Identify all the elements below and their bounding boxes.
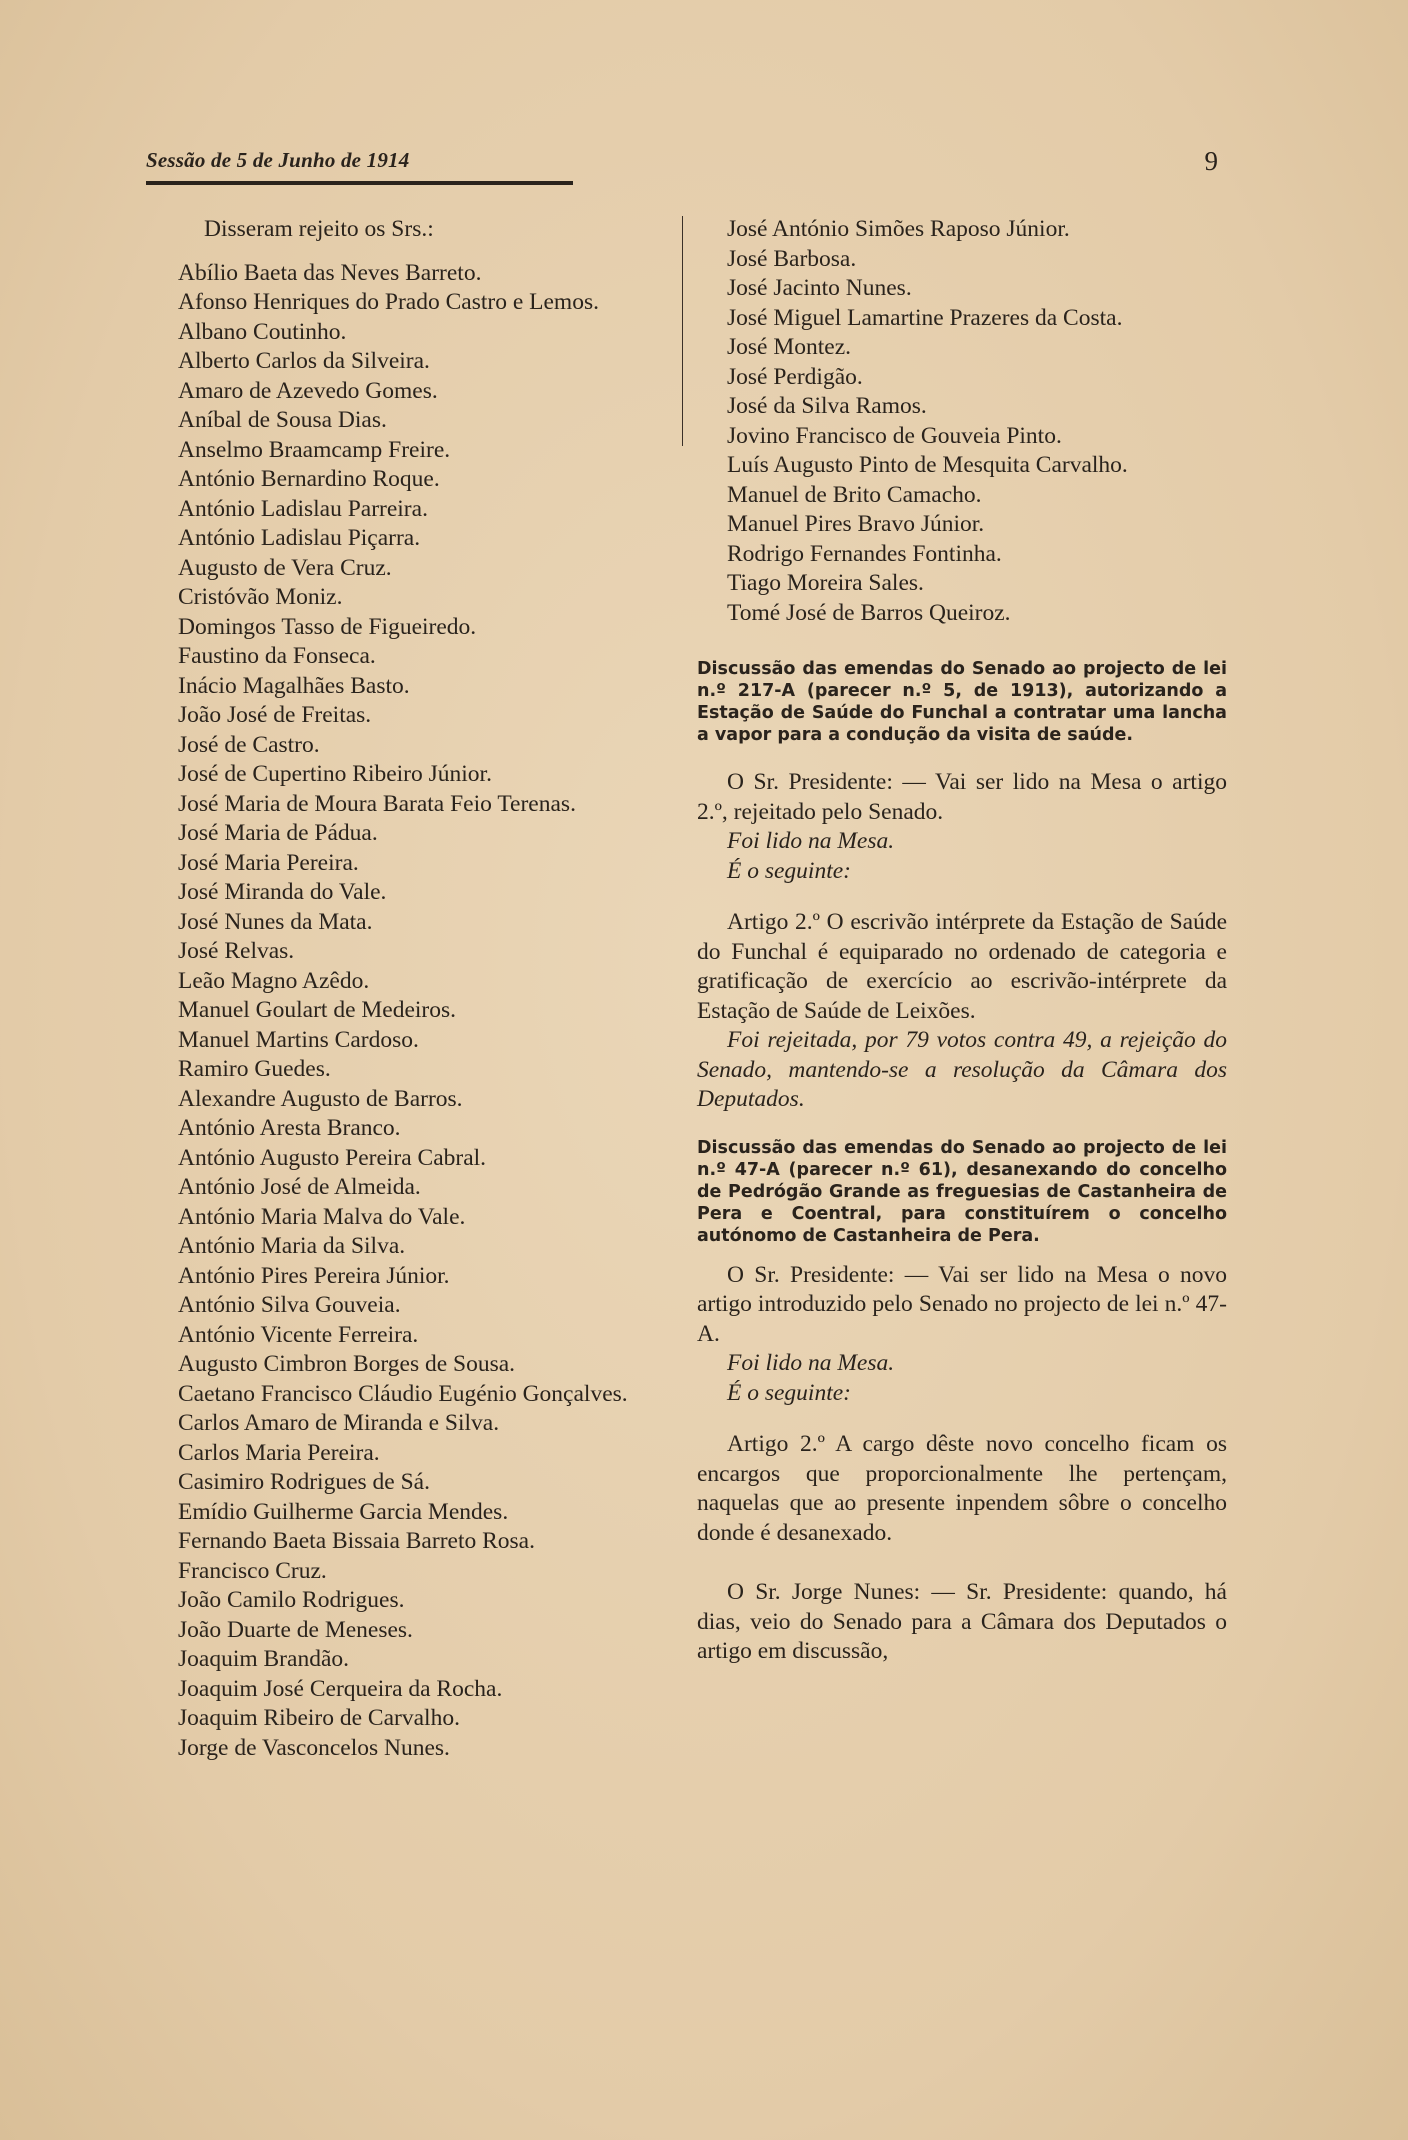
voter-name: Anselmo Braamcamp Freire.	[178, 436, 451, 463]
voter-name: José Miguel Lamartine Prazeres da Costa.	[727, 304, 1123, 331]
article-text-1: Artigo 2.º O escrivão intérprete da Estação de Saúde do Funchal é equiparado no ordenado de categoria e gratificação de exercício ao escrivão-intérprete da Estação de Saúde de Leixões.	[697, 909, 1227, 1024]
voter-name: José Maria de Pádua.	[178, 820, 378, 846]
voter-name: Albano Coutinho.	[178, 318, 347, 345]
voter-name: Inácio Magalhães Basto.	[178, 672, 410, 699]
voter-name: Jovino Francisco de Gouveia Pinto.	[727, 422, 1062, 449]
voter-name: Francisco Cruz.	[178, 1557, 327, 1584]
section-heading-1	[697, 658, 1227, 746]
voter-name: António Bernardino Roque.	[178, 466, 440, 492]
article-text-2: Artigo 2.º A cargo dêste novo concelho ficam os encargos que proporcionalmente lhe pertençam, naquelas que ao presente inpendem sôbre o concelho donde é desanexado.	[697, 1431, 1227, 1546]
voter-name: Joaquim Brandão.	[178, 1646, 349, 1672]
voter-name: António Pires Pereira Júnior.	[178, 1262, 450, 1289]
voter-name: António Maria Malva do Vale.	[178, 1203, 466, 1230]
voter-name: João Duarte de Meneses.	[178, 1616, 413, 1643]
column-divider	[682, 216, 683, 446]
section-heading-2-text: Discussão das emendas do Senado ao projecto de lei n.º 47-A (parecer n.º 61), desanexando do concelho de Pedrógão Grande as freguesias de Castanheira de Pera e Coentral, para constituírem o concelho autónomo de Castanheira de Pera.	[697, 1137, 1227, 1246]
following-note-1: É o seguinte:	[727, 857, 851, 884]
right-column	[697, 215, 1227, 1667]
voter-name: José da Silva Ramos.	[727, 393, 927, 419]
header-rule	[146, 181, 573, 185]
voter-name: Jorge de Vasconcelos Nunes.	[178, 1734, 450, 1761]
voter-name: José Maria Pereira.	[178, 849, 359, 876]
vote-result-1: Foi rejeitada, por 79 votos contra 49, a rejeição do Senado, mantendo-se a resolução da Câmara dos Deputados.	[697, 1027, 1227, 1112]
rejected-voters-list	[148, 259, 670, 1764]
voter-name: Ramiro Guedes.	[178, 1056, 331, 1082]
voter-name: António José de Almeida.	[178, 1174, 421, 1200]
session-title: Sessão de 5 de Junho de 1914	[146, 148, 410, 172]
voter-name: Luís Augusto Pinto de Mesquita Carvalho.	[727, 452, 1128, 478]
section-heading-1-text: Discussão das emendas do Senado ao projecto de lei n.º 217-A (parecer n.º 5, de 1913), autorizando a Estação de Saúde do Funchal a contratar uma lancha a vapor para a condução da visita de saúde.	[697, 659, 1227, 745]
voter-name: Alberto Carlos da Silveira.	[178, 348, 430, 374]
rejected-voters-list-continued	[697, 215, 1227, 628]
following-note-2: É o seguinte:	[727, 1379, 851, 1406]
page-header	[146, 148, 1228, 188]
voter-name: Manuel Martins Cardoso.	[178, 1026, 419, 1053]
voter-name: Carlos Maria Pereira.	[178, 1439, 380, 1466]
voter-name: Tiago Moreira Sales.	[727, 570, 924, 596]
voter-name: José Jacinto Nunes.	[727, 275, 912, 301]
voter-name: José Nunes da Mata.	[178, 908, 373, 935]
voter-name: Augusto de Vera Cruz.	[178, 554, 392, 581]
voter-name: João Camilo Rodrigues.	[178, 1587, 405, 1613]
voter-name: José de Cupertino Ribeiro Júnior.	[178, 761, 492, 787]
voter-name: João José de Freitas.	[178, 702, 372, 728]
vote-intro: Disseram rejeito os Srs.:	[204, 216, 434, 242]
voter-name: José Miranda do Vale.	[178, 879, 387, 905]
voter-name: José António Simões Raposo Júnior.	[727, 216, 1070, 242]
voter-name: António Vicente Ferreira.	[178, 1321, 419, 1348]
voter-name: Amaro de Azevedo Gomes.	[178, 377, 438, 404]
read-note-1: Foi lido na Mesa.	[727, 828, 895, 854]
voter-name: Manuel de Brito Camacho.	[727, 481, 982, 508]
voter-name: António Augusto Pereira Cabral.	[178, 1144, 487, 1171]
voter-name: António Maria da Silva.	[178, 1233, 406, 1259]
voter-name: Abílio Baeta das Neves Barreto.	[178, 259, 482, 286]
left-column	[148, 215, 670, 1763]
voter-name: Domingos Tasso de Figueiredo.	[178, 613, 477, 640]
page-number: 9	[1204, 146, 1218, 176]
voter-name: António Aresta Branco.	[178, 1115, 401, 1141]
voter-name: Casimiro Rodrigues de Sá.	[178, 1469, 430, 1495]
president-statement-2: O Sr. Presidente: — Vai ser lido na Mesa o novo artigo introduzido pelo Senado no projecto de lei n.º 47-A.	[697, 1261, 1227, 1347]
voter-name: Leão Magno Azêdo.	[178, 967, 370, 994]
voter-name: Caetano Francisco Cláudio Eugénio Gonçalves.	[178, 1380, 628, 1407]
voter-name: Joaquim José Cerqueira da Rocha.	[178, 1675, 503, 1702]
voter-name: José de Castro.	[178, 731, 320, 758]
voter-name: José Maria de Moura Barata Feio Terenas.	[178, 790, 576, 817]
voter-name: José Barbosa.	[727, 245, 857, 272]
voter-name: José Perdigão.	[727, 363, 863, 390]
voter-name: António Silva Gouveia.	[178, 1292, 401, 1318]
voter-name: Fernando Baeta Bissaia Barreto Rosa.	[178, 1528, 535, 1554]
voter-name: Manuel Pires Bravo Júnior.	[727, 511, 985, 537]
voter-name: Emídio Guilherme Garcia Mendes.	[178, 1498, 509, 1525]
voter-name: Faustino da Fonseca.	[178, 643, 376, 669]
voter-name: Manuel Goulart de Medeiros.	[178, 997, 457, 1023]
voter-name: Augusto Cimbron Borges de Sousa.	[178, 1351, 516, 1377]
voter-name: Rodrigo Fernandes Fontinha.	[727, 540, 1002, 567]
voter-name: Alexandre Augusto de Barros.	[178, 1085, 463, 1112]
voter-name: Afonso Henriques do Prado Castro e Lemos.	[178, 289, 599, 315]
voter-name: António Ladislau Piçarra.	[178, 525, 421, 551]
voter-name: Joaquim Ribeiro de Carvalho.	[178, 1705, 460, 1731]
section-heading-2	[697, 1137, 1227, 1247]
voter-name: Aníbal de Sousa Dias.	[178, 407, 387, 433]
read-note-2: Foi lido na Mesa.	[727, 1350, 895, 1376]
voter-name: Tomé José de Barros Queiroz.	[727, 599, 1011, 626]
voter-name: José Relvas.	[178, 938, 295, 964]
jorge-nunes-speech: O Sr. Jorge Nunes: — Sr. Presidente: quando, há dias, veio do Senado para a Câmara dos Deputados o artigo em discussão,	[697, 1579, 1227, 1664]
voter-name: Carlos Amaro de Miranda e Silva.	[178, 1410, 500, 1436]
president-statement-1: O Sr. Presidente: — Vai ser lido na Mesa o artigo 2.º, rejeitado pelo Senado.	[697, 769, 1227, 825]
voter-name: José Montez.	[727, 334, 852, 360]
voter-name: António Ladislau Parreira.	[178, 495, 428, 522]
voter-name: Cristóvão Moniz.	[178, 584, 343, 610]
